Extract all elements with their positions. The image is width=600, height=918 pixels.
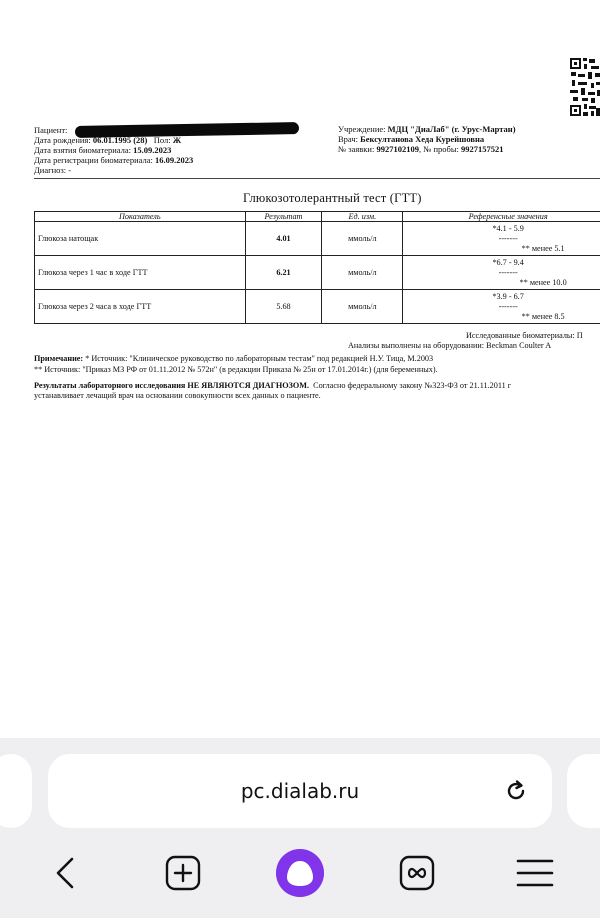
institution-line: Учреждение: МДЦ "ДиаЛаб" (г. Урус-Мартан) [338, 124, 516, 134]
doctor-line: Врач: Бексултанова Хеда Курейшовна [338, 134, 485, 144]
disclaimer-line-2: устанавливает лечащий врач на основании совокупности всех данных о пациенте. [34, 391, 321, 400]
reload-icon[interactable] [503, 778, 529, 804]
qr-code [569, 56, 600, 118]
disclaimer-line-1: Результаты лабораторного исследования НЕ ЯВЛЯЮТСЯ ДИАГНОЗОМ. Согласно федеральному закону №323-ФЗ от 21.11.2011 г [34, 381, 512, 390]
dob-line: Дата рождения: 06.01.1995 (28) Пол: Ж [34, 135, 182, 145]
menu-icon [516, 858, 554, 888]
reference-range: *6.7 - 9.4 ------- ** менее 10.0 [403, 256, 600, 290]
note-line-2: ** Источник: "Приказ МЗ РФ от 01.11.2012 № 572н" (в редакции Приказа № 25н от 17.01.2014г.) (для беременных). [34, 365, 438, 374]
test-name: Глюкоза через 1 час в ходе ГТТ [35, 256, 246, 290]
diagnosis-line: Диагноз: - [34, 165, 72, 175]
tabs-button[interactable] [392, 848, 442, 898]
report-title: Глюкозотолерантный тест (ГТТ) [243, 191, 422, 205]
table-row [35, 290, 600, 324]
test-unit: ммоль/л [322, 290, 403, 324]
back-button[interactable] [40, 848, 90, 898]
equipment-footer: Анализы выполнены на оборудовании: Beckman Coulter A [348, 341, 552, 350]
column-header: Показатель [35, 212, 246, 222]
column-header: Референсные значения [403, 212, 600, 222]
table-row [35, 256, 600, 290]
column-header: Результат [245, 212, 322, 222]
alice-assistant-button[interactable] [275, 848, 325, 898]
next-tab-card[interactable] [567, 754, 600, 828]
reference-range: *4.1 - 5.9 ------- ** менее 5.1 [403, 222, 600, 256]
test-name: Глюкоза натощак [35, 222, 246, 256]
back-icon [53, 856, 77, 890]
new-tab-button[interactable] [158, 848, 208, 898]
test-unit: ммоль/л [322, 222, 403, 256]
alice-assistant-icon [275, 848, 325, 898]
table-header-row [35, 212, 600, 222]
order-line: № заявки: 9927102109, № пробы: 9927157521 [338, 144, 504, 154]
test-result: 6.21 [245, 256, 322, 290]
tabs-icon [399, 855, 435, 891]
test-result: 5.68 [245, 290, 322, 324]
biomaterials-footer: Исследованные биоматериалы: П [466, 331, 583, 340]
address-bar[interactable] [48, 754, 552, 828]
table-row [35, 222, 600, 256]
test-result: 4.01 [245, 222, 322, 256]
reference-range: *3.9 - 6.7 ------- ** менее 8.5 [403, 290, 600, 324]
registration-date-line: Дата регистрации биоматериала: 16.09.2023 [34, 155, 194, 165]
browser-bottom-bar [0, 738, 600, 918]
sample-date-line: Дата взятия биоматериала: 15.09.2023 [34, 145, 172, 155]
previous-tab-card[interactable] [0, 754, 32, 828]
header-divider [34, 178, 600, 179]
test-unit: ммоль/л [322, 256, 403, 290]
test-name: Глюкоза через 2 часа в ходе ГТТ [35, 290, 246, 324]
results-table [34, 211, 600, 324]
new-tab-icon [165, 855, 201, 891]
menu-button[interactable] [510, 848, 560, 898]
column-header: Ед. изм. [322, 212, 403, 222]
patient-name-line: Пациент: [34, 125, 68, 135]
note-line-1: Примечание: * Источник: "Клиническое руководство по лабораторным тестам" под редакцией Н.У. Тица, М.2003 [34, 354, 434, 363]
url-text[interactable]: pc.dialab.ru [240, 779, 360, 803]
